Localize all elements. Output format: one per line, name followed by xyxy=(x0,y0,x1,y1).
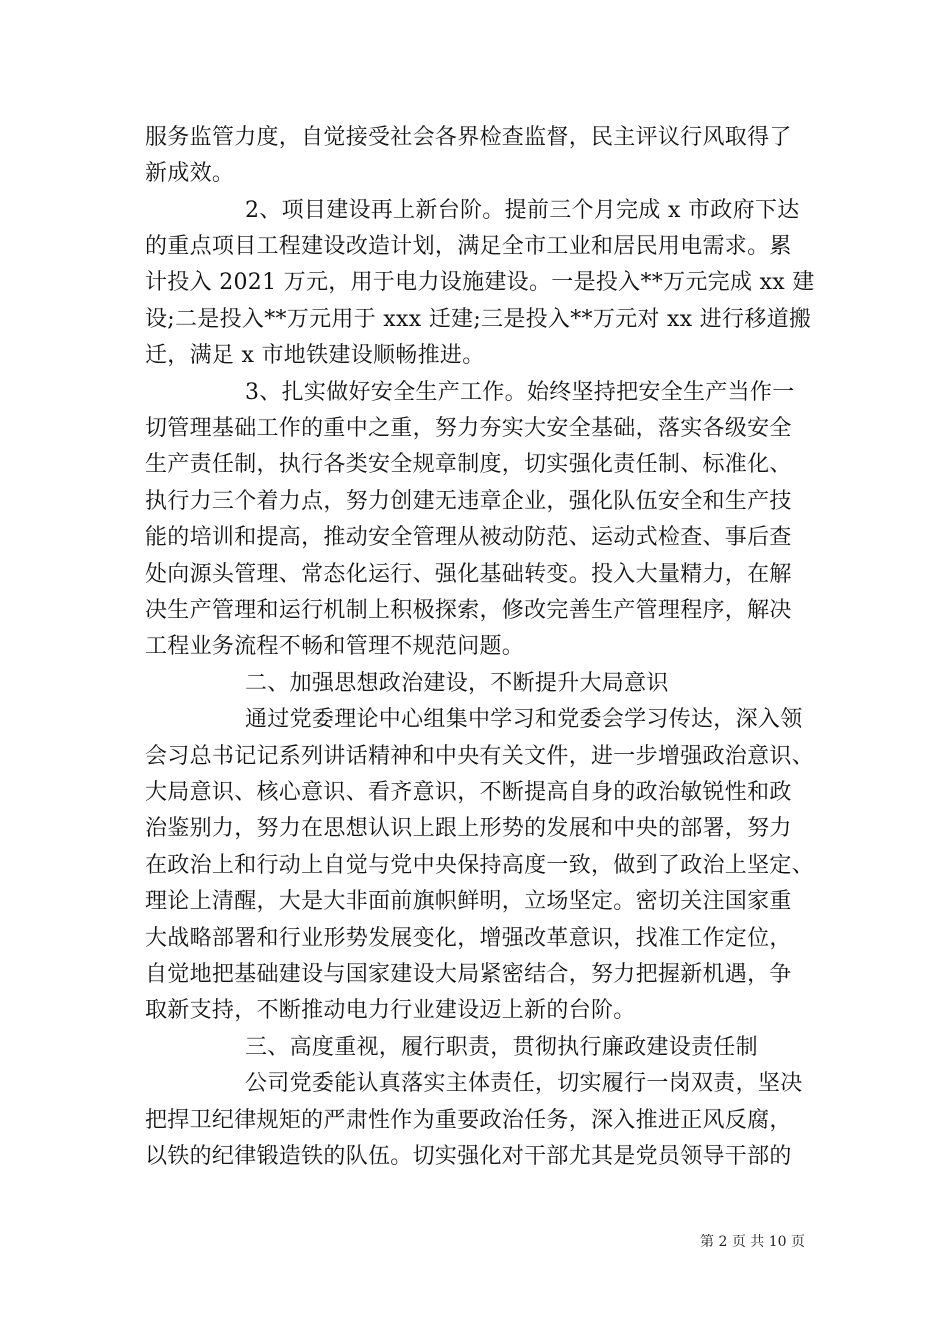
section-heading: 二、加强思想政治建设，不断提升大局意识 xyxy=(245,671,669,696)
text-line: 会习总书记记系列讲话精神和中央有关文件，进一步增强政治意识、 xyxy=(145,744,815,769)
page-number-footer: 第 2 页 共 10 页 xyxy=(700,1234,805,1250)
text-line: 设;二是投入**万元用于 xxx 迁建;三是投入**万元对 xx 进行移道搬 xyxy=(145,307,812,332)
text-line: 生产责任制，执行各类安全规章制度，切实强化责任制、标准化、 xyxy=(145,452,792,477)
text-line: 服务监管力度，自觉接受社会各界检查监督，民主评议行风取得了 xyxy=(145,125,792,150)
text-line: 决生产管理和运行机制上积极探索，修改完善生产管理程序，解决 xyxy=(145,598,792,623)
text-line: 执行力三个着力点，努力创建无违章企业，强化队伍安全和生产技 xyxy=(145,489,792,514)
text-line: 处向源头管理、常态化运行、强化基础转变。投入大量精力，在解 xyxy=(145,562,792,587)
text-line: 大战略部署和行业形势发展变化，增强改革意识，找准工作定位， xyxy=(145,926,792,951)
text-line: 自觉地把基础建设与国家建设大局紧密结合，努力把握新机遇，争 xyxy=(145,962,792,987)
text-line: 切管理基础工作的重中之重，努力夯实大安全基础，落实各级安全 xyxy=(145,416,792,441)
text-line: 以铁的纪律锻造铁的队伍。切实强化对干部尤其是党员领导干部的 xyxy=(145,1144,792,1169)
text-line: 新成效。 xyxy=(145,161,235,186)
text-line: 迁，满足 x 市地铁建设顺畅推进。 xyxy=(145,343,485,368)
text-line: 把捍卫纪律规矩的严肃性作为重要政治任务，深入推进正风反腐， xyxy=(145,1108,792,1133)
text-line: 能的培训和提高，推动安全管理从被动防范、运动式检查、事后查 xyxy=(145,525,792,550)
paragraph-start: 3、扎实做好安全生产工作。始终坚持把安全生产当作一 xyxy=(245,380,795,405)
text-line: 治鉴别力，努力在思想认识上跟上形势的发展和中央的部署，努力 xyxy=(145,816,792,841)
paragraph-start: 2、项目建设再上新台阶。提前三个月完成 x 市政府下达 xyxy=(245,198,800,223)
text-line: 取新支持，不断推动电力行业建设迈上新的台阶。 xyxy=(145,998,636,1023)
text-line: 的重点项目工程建设改造计划，满足全市工业和居民用电需求。累 xyxy=(145,234,792,259)
section-heading: 三、高度重视，履行职责，贯彻执行廉政建设责任制 xyxy=(245,1035,758,1060)
text-line: 大局意识、核心意识、看齐意识，不断提高自身的政治敏锐性和政 xyxy=(145,780,792,805)
text-line: 在政治上和行动上自觉与党中央保持高度一致，做到了政治上坚定、 xyxy=(145,853,815,878)
text-line: 理论上清醒，大是大非面前旗帜鲜明，立场坚定。密切关注国家重 xyxy=(145,889,792,914)
paragraph-start: 通过党委理论中心组集中学习和党委会学习传达，深入领 xyxy=(245,707,803,732)
paragraph-start: 公司党委能认真落实主体责任，切实履行一岗双责，坚决 xyxy=(245,1071,803,1096)
text-line: 工程业务流程不畅和管理不规范问题。 xyxy=(145,634,525,659)
text-line: 计投入 2021 万元，用于电力设施建设。一是投入**万元完成 xx 建 xyxy=(145,270,815,295)
